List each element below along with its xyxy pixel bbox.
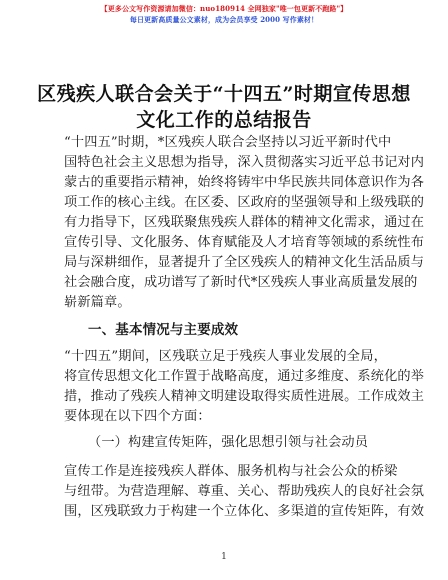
document-title-line-2: 文化工作的总结报告 <box>136 109 312 131</box>
paragraph-3-line: 宣传工作是连接残疾人群体、服务机构与社会公众的桥梁 <box>64 464 398 479</box>
paragraph-1-line: 有力指导下，区残联聚焦残疾人群体的精神文化需求，通过在 <box>64 215 425 230</box>
paragraph-2-line: “十四五”期间，区残联立足于残疾人事业发展的全局， <box>64 349 387 364</box>
paragraph-2-line: 要体现在以下四个方面： <box>64 409 211 424</box>
paragraph-3-line: 围，区残联致力于构建一个立体化、多渠道的宣传矩阵，有效 <box>64 504 425 519</box>
paragraph-3-line: 与纽带。为营造理解、尊重、关心、帮助残疾人的良好社会氛 <box>64 484 425 499</box>
section-heading-1: 一、基本情况与主要成效 <box>88 322 239 338</box>
paragraph-1-line: “十四五”时期，*区残疾人联合会坚持以习近平新时代中 <box>64 135 392 150</box>
promo-banner-line-1: 【更多公文写作资源请加微信：nuo180914 全网独家"唯一包更新不跑路"】 <box>100 4 348 13</box>
document-title-line-1: 区残疾人联合会关于“十四五”时期宣传思想 <box>37 83 411 105</box>
paragraph-1-line: 国特色社会主义思想为指导，深入贯彻落实习近平总书记对内 <box>64 155 425 170</box>
paragraph-2-line: 将宣传思想文化工作置于战略高度，通过多维度、系统化的举 <box>64 369 425 384</box>
paragraph-1-line: 蒙古的重要指示精神，始终将铸牢中华民族共同体意识作为各 <box>64 175 425 190</box>
paragraph-1-line: 宣传引导、文化服务、体育赋能及人才培育等领域的系统性布 <box>64 235 425 250</box>
paragraph-1-line: 项工作的核心主线。在区委、区政府的坚强领导和上级残联的 <box>64 195 425 210</box>
promo-banner-line-2: 每日更新高质量公文素材，成为会员享受 2000 写作素材！ <box>129 15 319 24</box>
subsection-heading-1: （一）构建宣传矩阵，强化思想引领与社会动员 <box>88 435 369 450</box>
paragraph-1-line: 崭新篇章。 <box>64 295 131 310</box>
page-number: 1 <box>221 552 227 562</box>
paragraph-1-line: 局与深耕细作，显著提升了全区残疾人的精神文化生活品质与 <box>64 255 425 270</box>
paragraph-1-line: 社会融合度，成功谱写了新时代*区残疾人事业高质量发展的 <box>64 275 418 290</box>
paragraph-2-line: 措，推动了残疾人精神文明建设取得实质性进展。工作成效主 <box>64 389 425 404</box>
